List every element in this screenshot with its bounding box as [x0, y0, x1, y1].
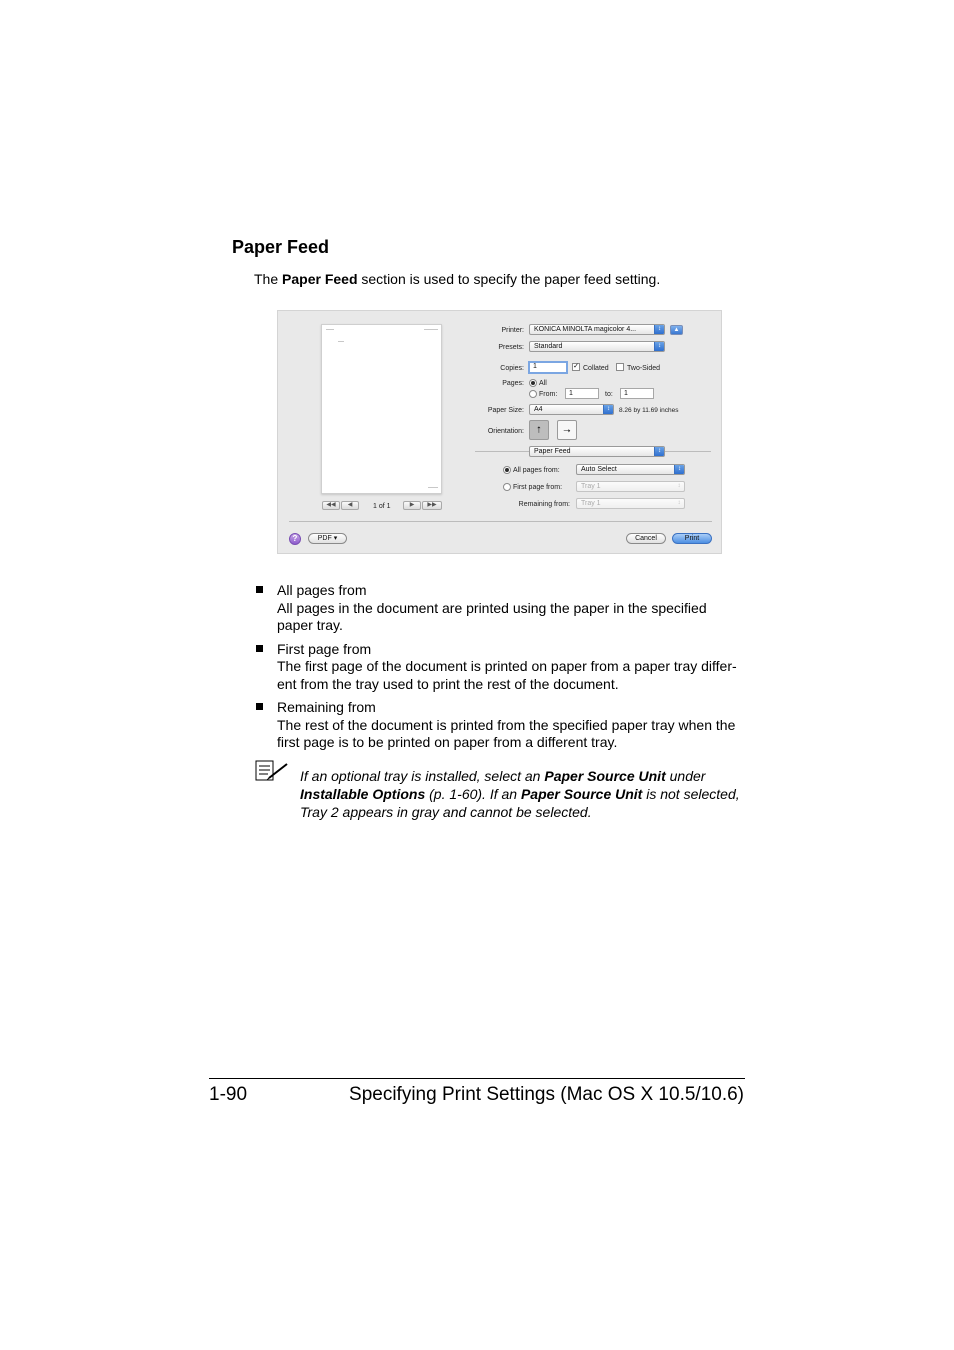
disclosure-triangle-icon[interactable]: ▲ [670, 325, 683, 335]
first-page-from-popup[interactable] [576, 481, 685, 492]
last-page-button[interactable]: ▶▶ [422, 501, 442, 510]
preview-text-mark [338, 341, 344, 342]
bullet-square-icon [256, 703, 263, 710]
previous-page-button[interactable]: ◀ [341, 501, 359, 510]
first-page-from-label: First page from: [513, 484, 563, 491]
printer-value: KONICA MINOLTA magicolor 4... [534, 326, 637, 333]
help-icon[interactable]: ? [289, 533, 301, 545]
pages-label: Pages: [502, 380, 524, 387]
copies-input[interactable]: 1 [528, 361, 568, 374]
popup-arrows-icon: ↕ [677, 500, 681, 506]
two-sided-checkbox[interactable] [616, 363, 624, 371]
page-preview [321, 324, 442, 494]
preview-header-mark [424, 329, 438, 330]
footer-page-number: 1-90 [209, 1084, 248, 1105]
pages-from-label: From: [539, 391, 558, 398]
popup-arrows-icon: ↕ [603, 405, 613, 414]
bullet-description: The first page of the document is printed on paper from a paper tray differ-ent from the tray used to print the rest of the document. [277, 658, 737, 692]
separator [475, 451, 529, 452]
bullet-title: Remaining from [277, 699, 376, 715]
intro-text-end: section is used to specify the paper feed setting. [357, 271, 661, 287]
note-segment: under [665, 768, 706, 784]
print-dialog-screenshot [277, 310, 722, 554]
note-bold-term: Paper Source Unit [544, 768, 666, 784]
all-pages-from-popup[interactable] [576, 464, 685, 475]
note-bold-term: Installable Options [300, 786, 426, 802]
landscape-orientation-icon[interactable]: ⭢ [557, 420, 577, 440]
bottom-separator [289, 521, 712, 522]
footer-rule [209, 1078, 745, 1079]
paper-size-popup[interactable] [529, 404, 614, 415]
first-page-button[interactable]: ◀◀ [322, 501, 340, 510]
bullet-title: All pages from [277, 582, 367, 598]
pages-to-label: to: [605, 391, 613, 398]
pages-all-label: All [539, 380, 547, 387]
note-text [300, 767, 740, 821]
bullet-item [254, 641, 754, 694]
bullet-list [254, 582, 754, 758]
first-page-from-radio[interactable] [503, 483, 511, 491]
next-page-button[interactable]: ▶ [403, 501, 421, 510]
copies-label: Copies: [500, 365, 524, 372]
all-pages-from-value: Auto Select [581, 466, 617, 473]
separator [665, 451, 711, 452]
pages-from-input[interactable]: 1 [565, 388, 599, 399]
paper-size-value: A4 [534, 406, 543, 413]
pdf-button[interactable]: PDF ▾ [308, 533, 347, 544]
popup-arrows-icon: ↕ [674, 465, 684, 474]
pages-to-input[interactable]: 1 [620, 388, 654, 399]
presets-value: Standard [534, 343, 563, 350]
printer-popup[interactable] [529, 324, 665, 335]
popup-arrows-icon: ↕ [677, 483, 681, 489]
preview-footer-mark [428, 487, 438, 488]
first-page-from-value: Tray 1 [581, 483, 601, 490]
note-pencil-icon [255, 758, 289, 787]
presets-popup[interactable] [529, 341, 665, 352]
pages-from-radio[interactable] [529, 390, 537, 398]
collated-checkbox[interactable]: ✓ [573, 363, 579, 370]
bullet-description: All pages in the document are printed using the paper in the specified paper tray. [277, 599, 707, 633]
intro-text: The [254, 271, 283, 287]
pages-all-radio[interactable] [529, 379, 537, 387]
note-segment: (p. 1-60). If an [425, 786, 521, 802]
section-popup-value: Paper Feed [534, 448, 571, 455]
bullet-item [254, 582, 754, 635]
bullet-title: First page from [277, 640, 372, 657]
note-bold-term: Paper Source Unit [520, 786, 643, 802]
section-title: Paper Feed [232, 237, 330, 257]
cancel-button[interactable]: Cancel [626, 533, 666, 544]
remaining-from-label: Remaining from: [518, 501, 570, 508]
print-button[interactable]: Print [672, 533, 712, 544]
paper-size-label: Paper Size: [487, 407, 524, 414]
presets-label: Presets: [498, 344, 524, 351]
remaining-from-value: Tray 1 [581, 500, 601, 507]
all-pages-from-label: All pages from: [513, 467, 560, 474]
two-sided-label: Two-Sided [627, 365, 661, 372]
section-popup[interactable] [529, 446, 665, 457]
orientation-label: Orientation: [487, 428, 524, 435]
intro-paragraph [254, 271, 660, 287]
note-segment: If an optional tray is installed, select an [300, 768, 545, 784]
bullet-square-icon [256, 645, 263, 652]
popup-arrows-icon: ↕ [654, 342, 664, 351]
page-counter: 1 of 1 [373, 503, 391, 510]
preview-header-mark [326, 329, 334, 330]
remaining-from-popup[interactable] [576, 498, 685, 509]
bullet-square-icon [256, 586, 263, 593]
printer-label: Printer: [501, 327, 524, 334]
bullet-item [254, 699, 754, 752]
intro-bold-term: Paper Feed [282, 271, 358, 287]
popup-arrows-icon: ↕ [654, 447, 664, 456]
bullet-description: The rest of the document is printed from the specified paper tray when the first page is to be printed on paper from a different tray. [277, 716, 736, 750]
popup-arrows-icon: ↕ [654, 325, 664, 334]
footer-chapter-title: Specifying Print Settings (Mac OS X 10.5/10.6) [349, 1084, 744, 1105]
paper-size-dimensions: 8.26 by 11.69 inches [619, 407, 679, 414]
all-pages-from-radio[interactable] [503, 466, 511, 474]
note-segment: is not selected, Tray 2 appears in gray and cannot be selected. [300, 786, 740, 820]
portrait-orientation-icon[interactable]: ⭡ [529, 420, 549, 440]
collated-label: Collated [583, 365, 609, 372]
